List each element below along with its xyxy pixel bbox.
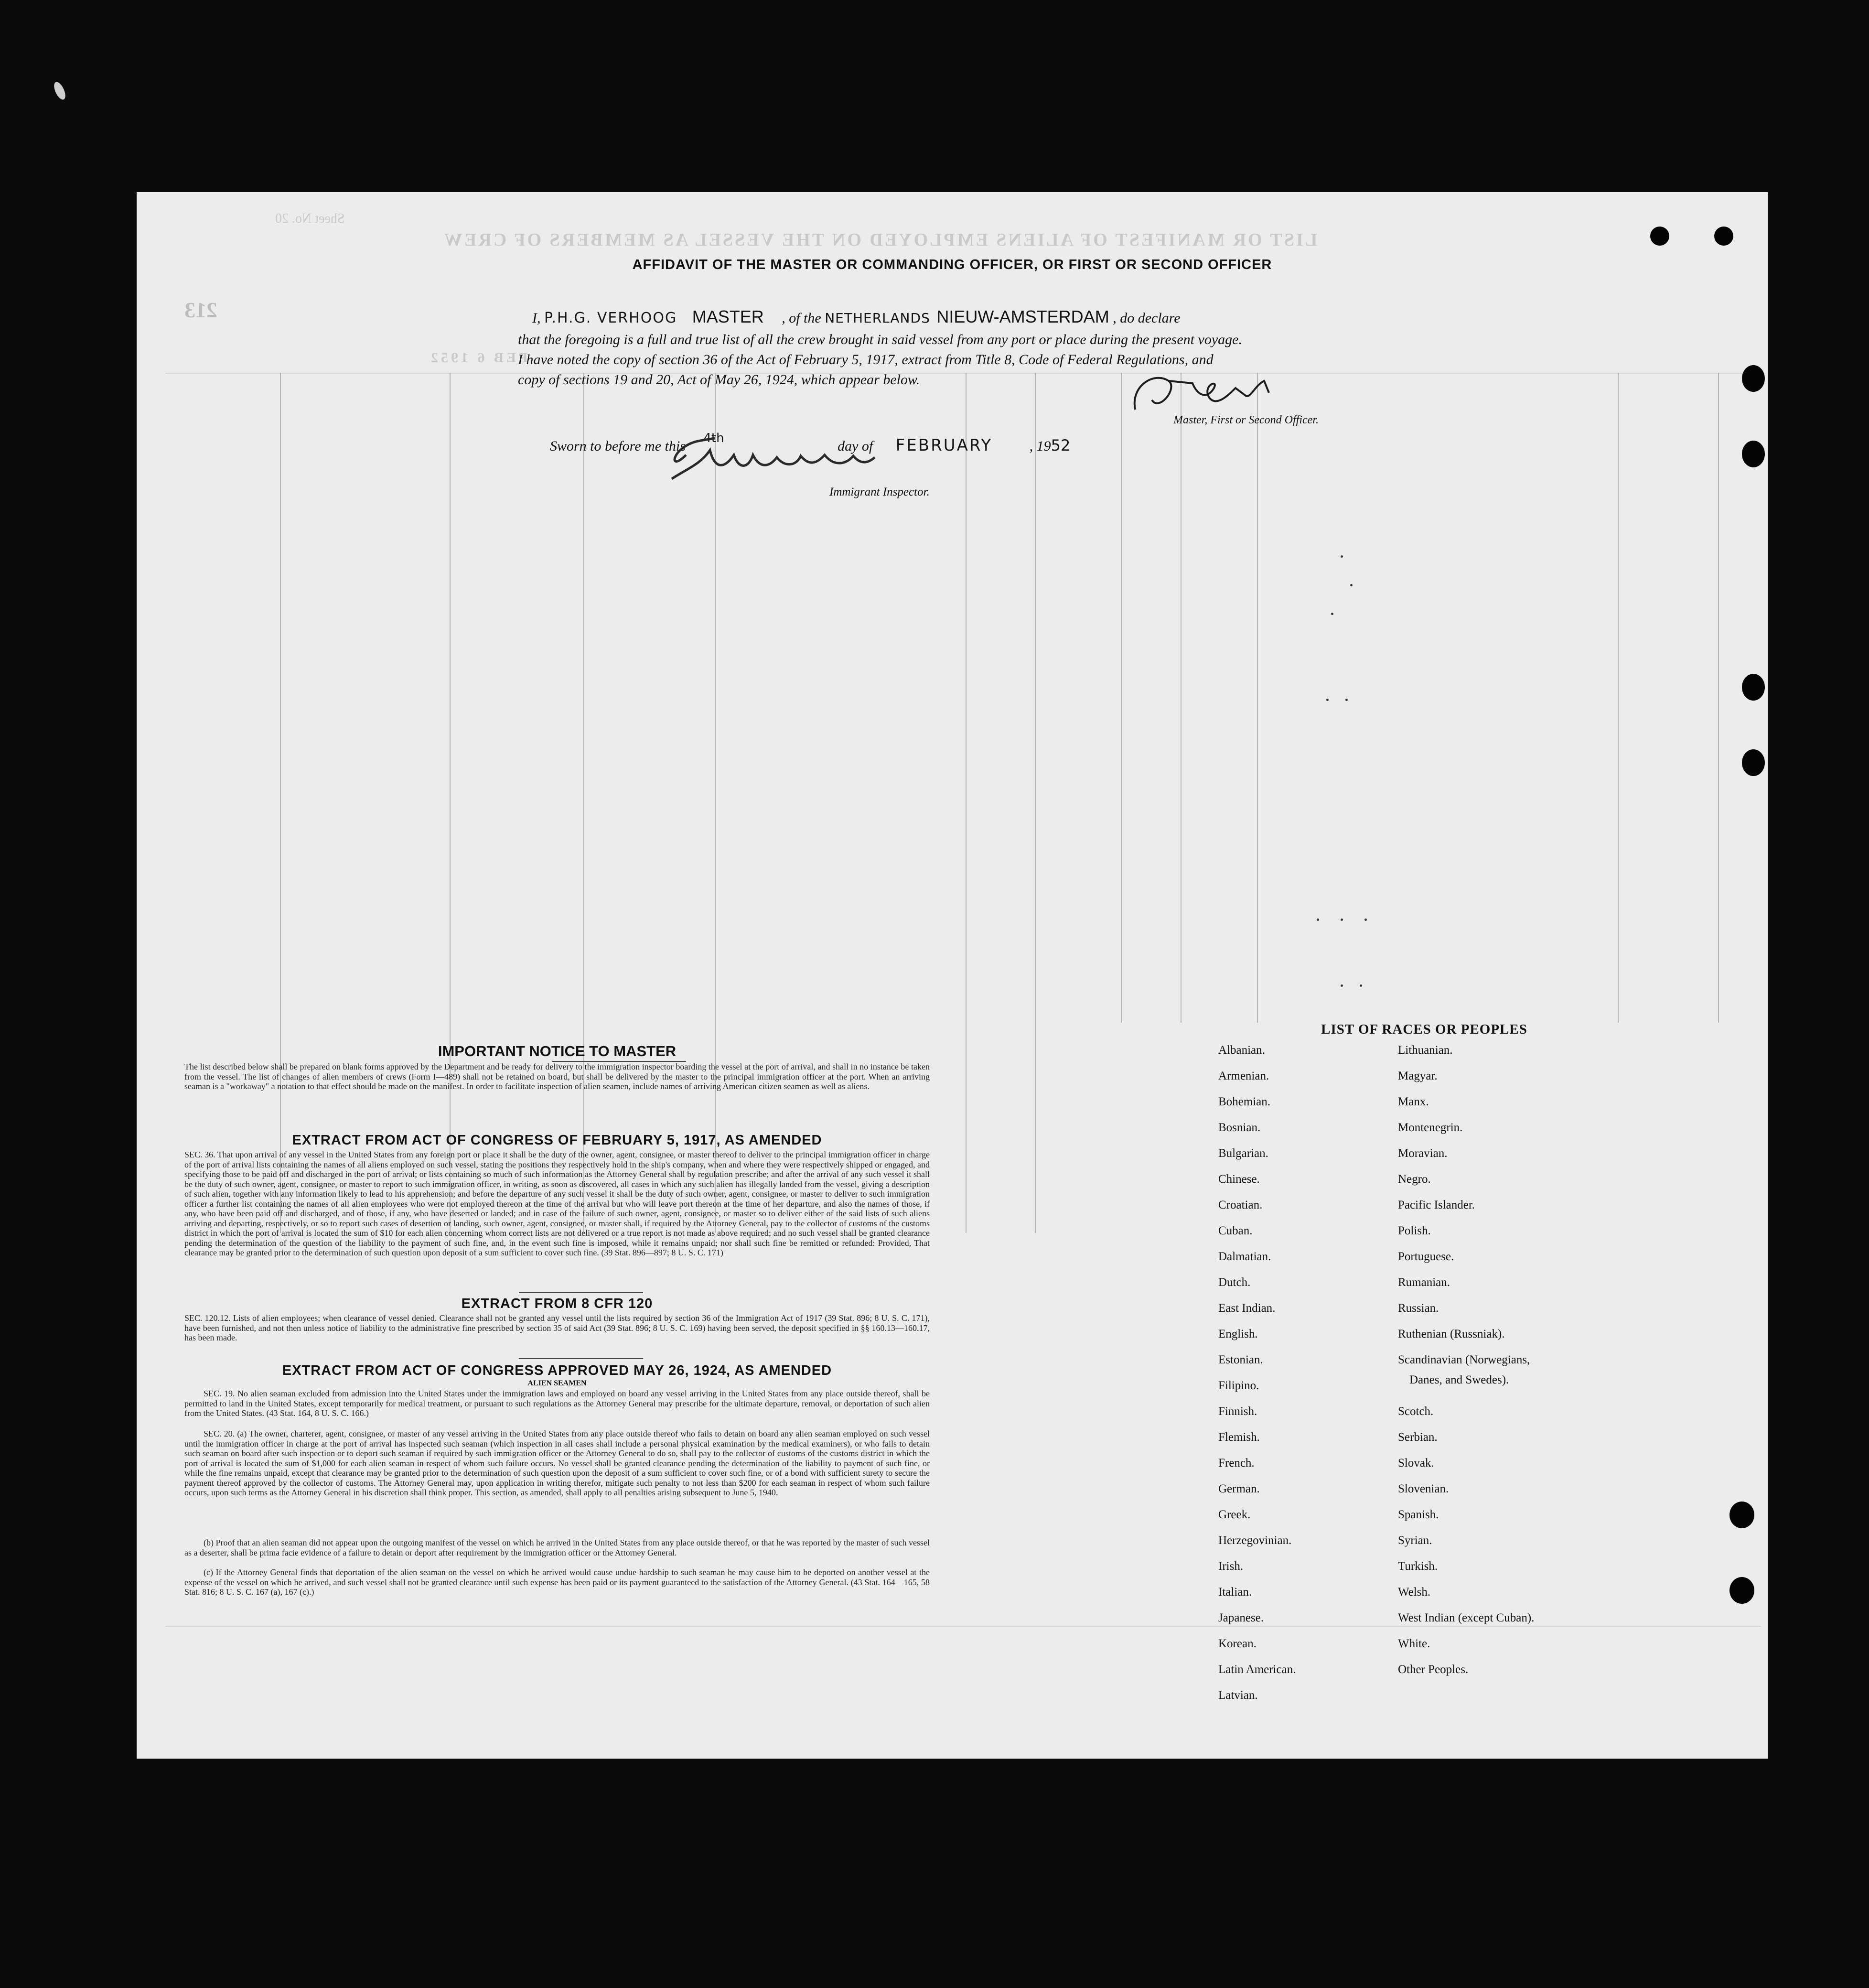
table-column-rule — [1035, 373, 1036, 1233]
table-column-rule — [1618, 373, 1619, 1023]
race-item: Filipino. — [1218, 1379, 1259, 1392]
race-item: Slovak. — [1398, 1457, 1434, 1469]
year-prefix: , 19 — [1029, 438, 1051, 454]
affidavit-of-the: , of the — [782, 310, 821, 326]
table-column-rule — [1718, 373, 1719, 1023]
film-edge-mark — [52, 80, 67, 101]
race-item: Finnish. — [1218, 1405, 1257, 1418]
table-column-rule — [450, 373, 451, 1233]
extract-separator — [519, 1292, 643, 1293]
race-item: Herzegovinian. — [1218, 1534, 1292, 1547]
table-column-rule — [1257, 373, 1258, 1023]
race-item: Bulgarian. — [1218, 1147, 1268, 1160]
sec-20b-body: (b) Proof that an alien seaman did not appear upon the outgoing manifest of the vessel on which he arrived in the United States from any place outside thereof, or that he was reported by the master of such vessel as a deserter, shall be prima facie evidence of a failure to detain or deport after requirement by the immigration officer or the Attorney General. — [184, 1538, 930, 1557]
table-top-rule — [165, 373, 1761, 374]
race-item: Moravian. — [1398, 1147, 1448, 1160]
day-of-label: day of — [838, 438, 873, 454]
bleed-through-date-stamp: FEB 6 1952 — [428, 350, 528, 366]
table-bottom-rule — [165, 1626, 1761, 1627]
race-item: Croatian. — [1218, 1199, 1263, 1211]
race-item: Chinese. — [1218, 1173, 1260, 1186]
sworn-day-field: 4th — [703, 431, 724, 445]
race-item: Turkish. — [1398, 1560, 1438, 1573]
affidavit-line-2: that the foregoing is a full and true list of all the crew brought in said vessel from any port or place during the present voyage. — [518, 332, 1242, 347]
sworn-month-field: FEBRUARY — [895, 436, 993, 455]
ditto-mark — [1331, 613, 1333, 615]
inspector-caption: Immigrant Inspector. — [829, 486, 930, 498]
affidavit-line-1 — [532, 307, 1181, 327]
master-signature-caption: Master, First or Second Officer. — [1173, 414, 1319, 426]
manifest-page — [137, 192, 1768, 1759]
extract-1924-subtitle: ALIEN SEAMEN — [527, 1379, 587, 1387]
notice-body: The list described below shall be prepared on blank forms approved by the Department and be ready for delivery to the immigration inspector boarding the vessel at the port of arrival, and shall in no instance be taken from the vessel. The list of changes of alien members of crews (Form I—489) shall not be retained on board, but shall be delivered by the master to the principal immigration officer at the port. When an arriving seaman is a "workaway" a notation to that effect should be made on the manifest. In order to facilitate inspection of alien seamen, include names of arriving American citizen seamen as well as aliens. — [184, 1062, 930, 1091]
race-item: Manx. — [1398, 1095, 1429, 1108]
extract-8cfr-title: EXTRACT FROM 8 CFR 120 — [461, 1296, 653, 1311]
nationality-field: NETHERLANDS — [825, 310, 930, 326]
race-item: Scotch. — [1398, 1405, 1434, 1418]
race-item: Dalmatian. — [1218, 1250, 1271, 1263]
race-item: German. — [1218, 1482, 1260, 1495]
bleed-through-sheet-no: Sheet No. 20 — [275, 211, 345, 226]
extract-separator — [519, 1358, 643, 1359]
race-item: Spanish. — [1398, 1508, 1439, 1521]
table-column-rule — [583, 373, 584, 1233]
race-item: Bosnian. — [1218, 1121, 1261, 1134]
affidavit-declare: , do declare — [1113, 310, 1181, 326]
table-column-rule — [280, 373, 281, 1233]
ditto-mark — [1364, 918, 1367, 921]
extract-1917-title: EXTRACT FROM ACT OF CONGRESS OF FEBRUARY 5, 1917, AS AMENDED — [292, 1133, 822, 1148]
table-column-rule — [1121, 373, 1122, 1023]
race-item: Ruthenian (Russniak). — [1398, 1328, 1505, 1340]
ditto-mark — [1341, 918, 1343, 921]
affidavit-title: AFFIDAVIT OF THE MASTER OR COMMANDING OFFICER, OR FIRST OR SECOND OFFICER — [632, 257, 1272, 272]
sworn-prefix: Sworn to before me this — [550, 438, 686, 454]
race-item: Latin American. — [1218, 1663, 1296, 1676]
race-item: Bohemian. — [1218, 1095, 1271, 1108]
binder-hole — [1742, 441, 1765, 467]
bleed-through-stamp-number: 213 — [184, 298, 217, 322]
table-column-rule — [1181, 373, 1182, 1023]
race-item: Portuguese. — [1398, 1250, 1454, 1263]
notice-title: IMPORTANT NOTICE TO MASTER — [438, 1043, 677, 1059]
race-item: Estonian. — [1218, 1353, 1263, 1366]
race-item: Negro. — [1398, 1173, 1431, 1186]
binder-hole — [1729, 1577, 1754, 1604]
race-item: Danes, and Swedes). — [1409, 1373, 1509, 1386]
race-item: Korean. — [1218, 1637, 1257, 1650]
race-item: Irish. — [1218, 1560, 1244, 1573]
race-item: Other Peoples. — [1398, 1663, 1469, 1676]
bleed-through-title: LIST OR MANIFEST OF ALIENS EMPLOYED ON THE VESSEL AS MEMBERS OF CREW — [442, 230, 1318, 250]
race-item: Syrian. — [1398, 1534, 1432, 1547]
race-item: West Indian (except Cuban). — [1398, 1611, 1535, 1624]
race-item: Dutch. — [1218, 1276, 1251, 1289]
race-item: Armenian. — [1218, 1070, 1269, 1082]
binder-hole — [1714, 227, 1733, 246]
inspector-signature — [657, 421, 906, 484]
race-item: Serbian. — [1398, 1431, 1438, 1444]
sec-20a-body: SEC. 20. (a) The owner, charterer, agent, consignee, or master of any vessel arriving in the United States from any place outside thereof who fails to detain on board any alien seaman employed on such vessel until the immigration officer in charge at the port of arrival has inspected such seaman (which inspection in all cases shall include a personal physical examination by the medical examiners), or who fails to detain such seaman on board after such inspection or to deport such seaman if required by such immigration officer or the Attorney General to do so, shall pay to the collector of customs of the customs district in which the port of arrival is located the sum of $1,000 for each alien seaman in respect of whom such failure occurs. No vessel shall be granted clearance pending the determination of the liability to payment of such fine, or while the fine remains unpaid, except that clearance may be granted prior to the determination of such question upon the deposit of a sum sufficient to cover such fine, or of a bond with sufficient surety to secure the payment thereof approved by the collector of customs. The Attorney General may, upon application in writing therefor, mitigate such penalty to not less than $200 for each seaman in respect of whom such failure occurs, upon such terms as the Attorney General in his discretion shall think proper. This section, as amended, shall apply to all penalties arising subsequent to June 5, 1940. — [184, 1429, 930, 1497]
ditto-mark — [1350, 584, 1353, 586]
race-item: White. — [1398, 1637, 1430, 1650]
vessel-name-field: NIEUW-AMSTERDAM — [936, 307, 1109, 326]
race-item: Albanian. — [1218, 1044, 1265, 1057]
race-item: Japanese. — [1218, 1611, 1264, 1624]
binder-hole — [1742, 365, 1765, 392]
extract-1924-title: EXTRACT FROM ACT OF CONGRESS APPROVED MAY 26, 1924, AS AMENDED — [282, 1363, 832, 1378]
race-item: Cuban. — [1218, 1224, 1253, 1237]
race-item: Polish. — [1398, 1224, 1431, 1237]
race-item: Pacific Islander. — [1398, 1199, 1475, 1211]
extract-1917-body: SEC. 36. That upon arrival of any vessel in the United States from any foreign port or place it shall be the duty of the owner, agent, consignee, or master thereof to deliver to the principal immigration officer in charge of the port of arrival lists containing the names of all aliens employed on such vessel, stating the positions they respectively hold in the ship's company, when and where they were respectively shipped or engaged, and specifying those to be paid off and discharged in the port of arrival; or lists containing so much of such information as the Attorney General shall by regulation prescribe; and after the arrival of any such vessel it shall be the duty of such owner, agent, consignee, or master to report to such immigration officer, in writing, as soon as discovered, all cases in which any such alien has illegally landed from the vessel, giving a description of such alien, together with any information likely to lead to his apprehension; and before the departure of any such vessel it shall be the duty of such owner, agent, consignee, or master to deliver to such immigration officer a further list containing the names of all alien employees who were not employed thereon at the time of the arrival but who will leave port thereon at the time of her departure, and also the names of those, if any, who have been paid off and discharged, and of those, if any, who have deserted or landed; and in case of the failure of such owner, agent, consignee, or master so to deliver either of the said lists of such aliens arriving and departing, respectively, or so to report such cases of desertion or landing, such owner, agent, consignee, or master shall, if required by the Attorney General, pay to the collector of customs of the customs district in which the port of arrival is located the sum of $10 for each alien concerning whom correct lists are not delivered or a true report is not made as above required; and no such vessel shall be granted clearance pending the determination of the question of the liability to the payment of such fine, and, in the event such fine is imposed, while it remains unpaid; nor shall such fine be remitted or refunded: Provided, That clearance may be granted prior to the determination of such question upon deposit of a sum sufficient to cover such fine. (39 Stat. 896—897; 8 U. S. C. 171) — [184, 1150, 930, 1257]
sworn-year-field: 52 — [1051, 436, 1071, 454]
binder-hole — [1742, 749, 1765, 776]
extract-8cfr-body: SEC. 120.12. Lists of alien employees; when clearance of vessel denied. Clearance shall not be granted any vessel until the lists required by section 36 of the Immigration Act of 1917 (39 Stat. 896; 8 U. S. C. 171), have been furnished, and not then unless notice of liability to the administrative fine prescribed by section 35 of said Act (39 Stat. 896; 8 U. S. C. 169) having been served, the deposit specified in §§ 160.13—160.17, has been made. — [184, 1313, 930, 1342]
ditto-mark — [1360, 984, 1362, 987]
race-item: Welsh. — [1398, 1586, 1431, 1599]
binder-hole — [1729, 1502, 1754, 1528]
master-name-field: P.H.G. VERHOOG — [544, 310, 677, 326]
race-item: East Indian. — [1218, 1302, 1276, 1315]
races-title: LIST OF RACES OR PEOPLES — [1321, 1022, 1527, 1037]
table-column-rule — [715, 373, 716, 1233]
affidavit-line-4: copy of sections 19 and 20, Act of May 26, 1924, which appear below. — [518, 372, 920, 388]
binder-hole — [1742, 674, 1765, 701]
table-column-rule — [966, 373, 967, 1233]
binder-hole — [1650, 227, 1669, 246]
race-item: Italian. — [1218, 1586, 1252, 1599]
affidavit-prefix: I, — [532, 310, 541, 326]
ditto-mark — [1317, 918, 1319, 921]
race-item: Montenegrin. — [1398, 1121, 1463, 1134]
sec-19-body: SEC. 19. No alien seaman excluded from admission into the United States under the immigration laws and employed on board any vessel arriving in the United States from any place outside thereof, shall be permitted to land in the United States, except temporarily for medical treatment, or pursuant to such regulations as the Attorney General may prescribe for the ultimate departure, removal, or deportation of such alien from the United States. (43 Stat. 164, 8 U. S. C. 166.) — [184, 1389, 930, 1418]
race-item: Lithuanian. — [1398, 1044, 1453, 1057]
race-item: French. — [1218, 1457, 1255, 1469]
race-item: Rumanian. — [1398, 1276, 1450, 1289]
race-item: Greek. — [1218, 1508, 1251, 1521]
sec-20c-body: (c) If the Attorney General finds that deportation of the alien seaman on the vessel on which he arrived would cause undue hardship to such seaman he may cause him to be deported on another vessel at the expense of the vessel on which he arrived, and such vessel shall not be granted clearance until such expense has been paid or its payment guaranteed to the satisfaction of the Attorney General. (43 Stat. 164—165, 58 Stat. 816; 8 U. S. C. 167 (a), 167 (c).) — [184, 1567, 930, 1597]
race-item: Magyar. — [1398, 1070, 1438, 1082]
ditto-mark — [1345, 699, 1348, 701]
race-item: English. — [1218, 1328, 1258, 1340]
ditto-mark — [1341, 984, 1343, 987]
race-item: Russian. — [1398, 1302, 1439, 1315]
ditto-mark — [1341, 555, 1343, 558]
rank-field: MASTER — [692, 307, 764, 326]
race-item: Flemish. — [1218, 1431, 1260, 1444]
race-item: Slovenian. — [1398, 1482, 1449, 1495]
affidavit-line-3: I have noted the copy of section 36 of the Act of February 5, 1917, extract from Title 8, Code of Federal Regulations, and — [518, 352, 1214, 367]
ditto-mark — [1326, 699, 1329, 701]
race-item: Scandinavian (Norwegians, — [1398, 1353, 1530, 1366]
race-item: Latvian. — [1218, 1689, 1258, 1702]
